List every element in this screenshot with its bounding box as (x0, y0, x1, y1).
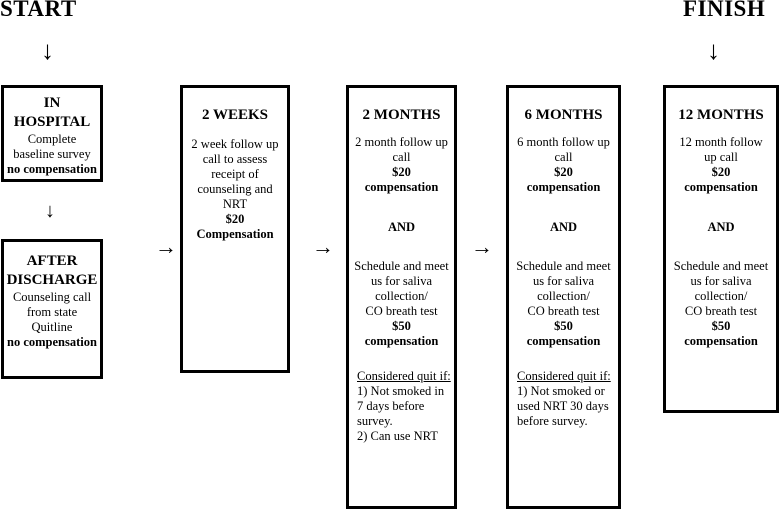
six-months-comp-2: compensation (526, 334, 601, 348)
twelve-months-schedule-line: us for saliva (690, 274, 752, 288)
two-months-amount-1: $20 (392, 165, 411, 179)
two-months-quit-header: Considered quit if: (357, 369, 451, 383)
in-hospital-line: Complete (27, 132, 77, 146)
two-weeks-title: 2 WEEKS (202, 107, 268, 123)
two-months-title: 2 MONTHS (362, 107, 441, 123)
two-months-quit-line: 2) Can use NRT (357, 429, 438, 443)
six-months-and: AND (549, 220, 578, 234)
two-months-box (346, 85, 457, 509)
six-months-quit-line: 1) Not smoked or (517, 384, 605, 398)
six-months-quit-line: before survey. (517, 414, 588, 428)
two-months-schedule-line: us for saliva (370, 274, 433, 288)
two-weeks-line: counseling and (197, 182, 273, 196)
after-discharge-line: Counseling call (12, 290, 92, 304)
six-months-schedule-line: us for saliva (532, 274, 595, 288)
two-months-schedule-line: collection/ (375, 289, 428, 303)
start-label: START (0, 0, 77, 21)
six-months-call-line: 6 month follow up (517, 135, 610, 149)
arrow-down-finish: ↓ (707, 36, 720, 65)
two-months-comp-2: compensation (364, 334, 439, 348)
twelve-months-schedule-line: Schedule and meet (673, 259, 769, 273)
in-hospital-box (1, 85, 103, 182)
six-months-call-line: call (554, 150, 573, 164)
arrow-right-3: → (471, 234, 493, 259)
in-hospital-title-1: IN (43, 95, 61, 111)
after-discharge-line: Quitline (31, 320, 73, 334)
two-months-and: AND (387, 220, 416, 234)
twelve-months-call-line: up call (704, 150, 738, 164)
six-months-amount-2: $50 (554, 319, 573, 333)
six-months-schedule-line: collection/ (537, 289, 590, 303)
after-discharge-title-1: AFTER (26, 253, 78, 269)
two-months-quit-line: survey. (357, 414, 393, 428)
two-weeks-line: call to assess (202, 152, 268, 166)
twelve-months-title: 12 MONTHS (678, 107, 764, 123)
after-discharge-compensation: no compensation (7, 335, 97, 349)
after-discharge-title-2: DISCHARGE (6, 272, 98, 288)
two-months-comp-1: compensation (364, 180, 439, 194)
two-months-call-line: call (392, 150, 411, 164)
finish-label: FINISH (683, 0, 766, 21)
twelve-months-schedule-line: CO breath test (684, 304, 758, 318)
in-hospital-line: baseline survey (13, 147, 91, 161)
two-months-schedule-line: Schedule and meet (354, 259, 449, 273)
two-months-call-line: 2 month follow up (355, 135, 448, 149)
twelve-months-amount-2: $50 (711, 319, 731, 333)
six-months-box (506, 85, 621, 509)
six-months-schedule-line: CO breath test (527, 304, 600, 318)
two-weeks-amount: $20 (225, 212, 245, 226)
twelve-months-box (663, 85, 779, 413)
arrow-down-middle: ↓ (45, 200, 55, 222)
twelve-months-comp-2: compensation (684, 334, 758, 348)
in-hospital-compensation: no compensation (7, 162, 97, 176)
arrow-down-start: ↓ (41, 36, 54, 65)
twelve-months-schedule-line: collection/ (694, 289, 748, 303)
twelve-months-and: AND (707, 220, 735, 234)
twelve-months-comp-1: compensation (684, 180, 758, 194)
six-months-quit-line: used NRT 30 days (517, 399, 609, 413)
arrow-right-2: → (312, 234, 334, 259)
after-discharge-line: from state (26, 305, 78, 319)
six-months-amount-1: $20 (554, 165, 573, 179)
two-weeks-box (180, 85, 290, 373)
two-weeks-line: 2 week follow up (191, 137, 279, 151)
twelve-months-call-line: 12 month follow (679, 135, 763, 149)
six-months-schedule-line: Schedule and meet (516, 259, 611, 273)
two-weeks-compensation: Compensation (196, 227, 274, 241)
twelve-months-amount-1: $20 (711, 165, 731, 179)
two-months-quit-line: 1) Not smoked in (357, 384, 445, 398)
two-weeks-line: receipt of (211, 167, 259, 181)
two-months-quit-line: 7 days before (357, 399, 425, 413)
after-discharge-box (1, 239, 103, 379)
two-months-schedule-line: CO breath test (365, 304, 438, 318)
six-months-title: 6 MONTHS (524, 107, 603, 123)
in-hospital-title-2: HOSPITAL (13, 114, 91, 130)
arrow-right-1: → (155, 234, 177, 259)
six-months-quit-header: Considered quit if: (517, 369, 611, 383)
two-months-amount-2: $50 (392, 319, 411, 333)
six-months-comp-1: compensation (526, 180, 601, 194)
two-weeks-line: NRT (222, 197, 248, 211)
